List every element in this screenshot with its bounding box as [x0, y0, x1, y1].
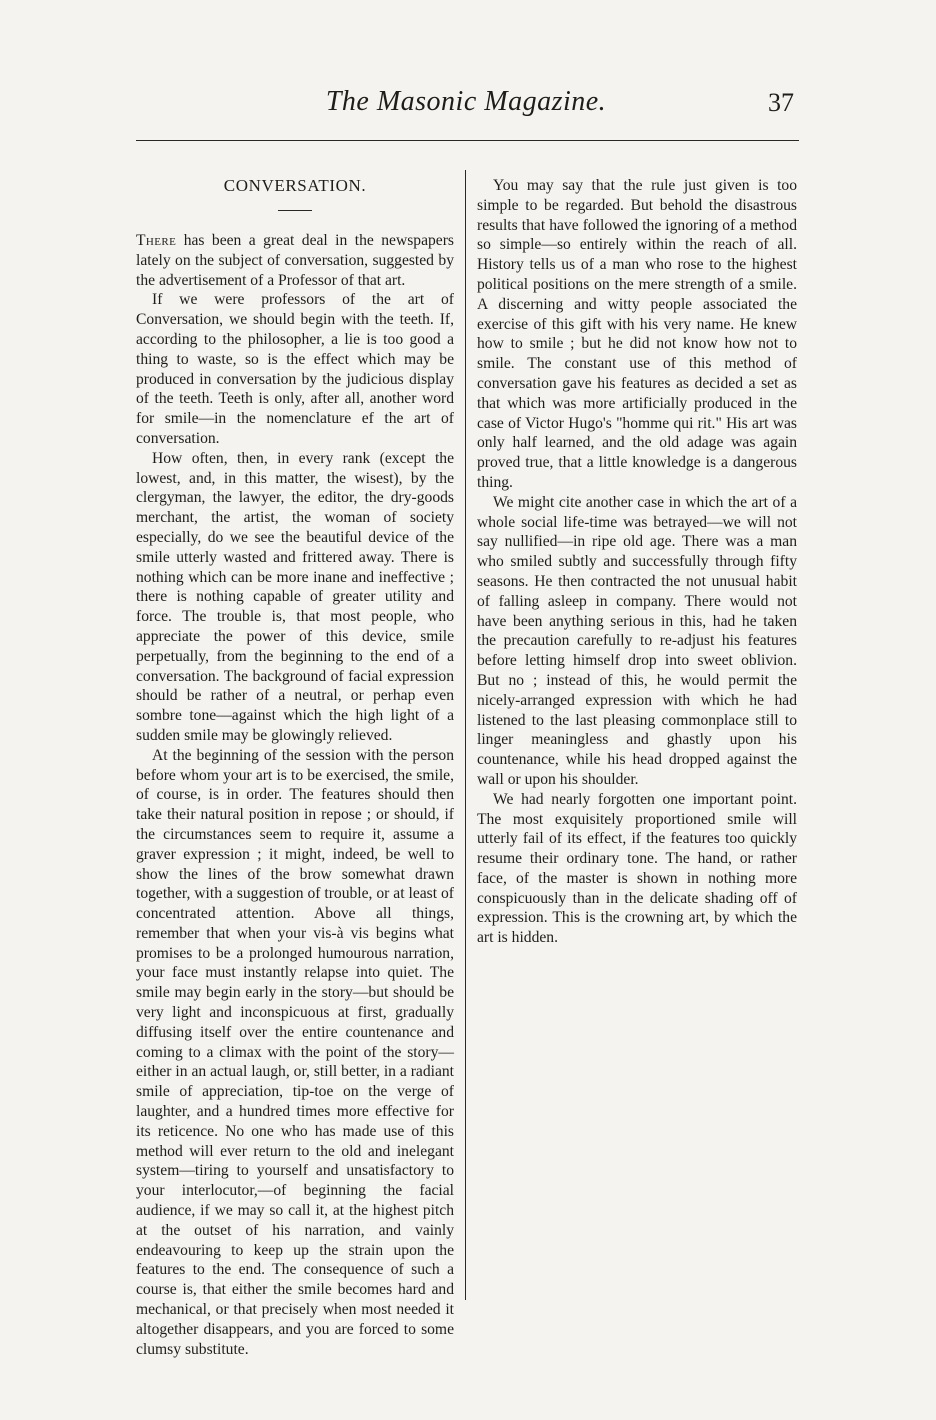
page-header [136, 86, 796, 126]
paragraph-1-lead: There [136, 232, 177, 249]
paragraph-1 [136, 231, 454, 290]
paragraph-5: You may say that the rule just given is too simple to be regarded. But behold the disastrous results that have followed the ignoring of a method so simple—so entirely within the reach of all. History tells us of a man who rose to the highest political positions on the mere strength of a smile. A discerning and witty people associated the exercise of this gift with his very name. He knew how to smile ; but he did not know how not to smile. The constant use of this method of conversation gave his features as decided a set as that which was more artificially produced in the case of Victor Hugo's "homme qui rit." His art was only half learned, and the old adage was again proved true, that a little knowledge is a dangerous thing. [477, 177, 797, 491]
header-rule [136, 140, 799, 141]
paragraph-3: How often, then, in every rank (except the lowest, and, in this matter, the wisest), by the clergyman, the lawyer, the editor, the dry-goods merchant, the artist, the woman of society especially, do we see the beautiful device of the smile utterly wasted and frittered away. There is nothing which can be more inane and ineffective ; there is nothing capable of greater utility and force. The trouble is, that most people, who appreciate the power of this device, smile perpetually, from the beginning to the end of a conversation. The background of facial expression should be rather of a neutral, or perhap even sombre tone—against which the high light of a sudden smile may be glowingly relieved. [136, 449, 454, 744]
right-column [477, 176, 797, 948]
paragraph-2: If we were professors of the art of Conversation, we should begin with the teeth. If, according to the philosopher, a lie is too good a thing to waste, so is the effect which may be produced in conversation by the judicious display of the teeth. Teeth is only, after all, another word for smile—in the nomenclature ef the art of conversation. [136, 291, 454, 447]
paragraph-7: We had nearly forgotten one important point. The most exquisitely proportioned smile will utterly fail of its effect, if the features too quickly resume their ordinary tone. The hand, or rather face, of the master is shown in nothing more conspicuously than in the delicate shading off of expression. This is the crowning art, by which the art is hidden. [477, 790, 797, 947]
title-rule [278, 210, 312, 211]
paragraph-1-text: has been a great deal in the newspapers lately on the subject of conversation, suggested by the advertisement of a Professor of that art. [136, 232, 454, 289]
column-rule [465, 170, 466, 1300]
page-number: 37 [768, 88, 794, 117]
article-title: CONVERSATION. [223, 176, 367, 195]
running-title: The Masonic Magazine. [325, 86, 607, 117]
paragraph-6: We might cite another case in which the art of a whole social life-time was betrayed—we will not say nullified—in ripe old age. There was a man who smiled subtly and successfully through fifty seasons. He then contracted the not unusual habit of falling asleep in company. There would not have been anything serious in this, had he taken the precaution carefully to re-adjust his features before letting himself drop into sweet oblivion. But no ; instead of this, he would permit the nicely-arranged expression with which he had listened to the last pleasing commonplace still to linger meaningless and ghastly upon his countenance, while his head dropped against the wall or upon his shoulder. [477, 493, 797, 788]
left-column [136, 176, 454, 1359]
paragraph-4: At the beginning of the session with the person before whom your art is to be exercised, the smile, of course, is in order. The features should then take their natural position in repose ; or should, if the circumstances seem to require it, assume a graver expression ; it might, indeed, be well to show the lines of the brow somewhat drawn together, with a suggestion of trouble, or at least of concentrated attention. Above all things, remember that when your vis-à vis begins what promises to be a prolonged humourous narration, your face must instantly relapse into quiet. The smile may begin early in the story—but should be very light and inconspicuous at first, gradually diffusing itself over the entire countenance and coming to a climax with the point of the story—either in an actual laugh, or, still better, in a radiant smile of appreciation, tip-toe on the verge of laughter, and a hundred times more effective for its reticence. No one who has made use of this method will ever return to the old and inelegant system—tiring to yourself and unsatisfactory to your interlocutor,—of beginning the facial audience, if we may so call it, at the highest pitch at the outset of his narration, and vainly endeavouring to keep up the strain upon the features to the end. The consequence of such a course is, that either the smile becomes hard and mechanical, or that precisely when most needed it altogether disappears, and you are forced to some clumsy substitute. [136, 746, 454, 1358]
